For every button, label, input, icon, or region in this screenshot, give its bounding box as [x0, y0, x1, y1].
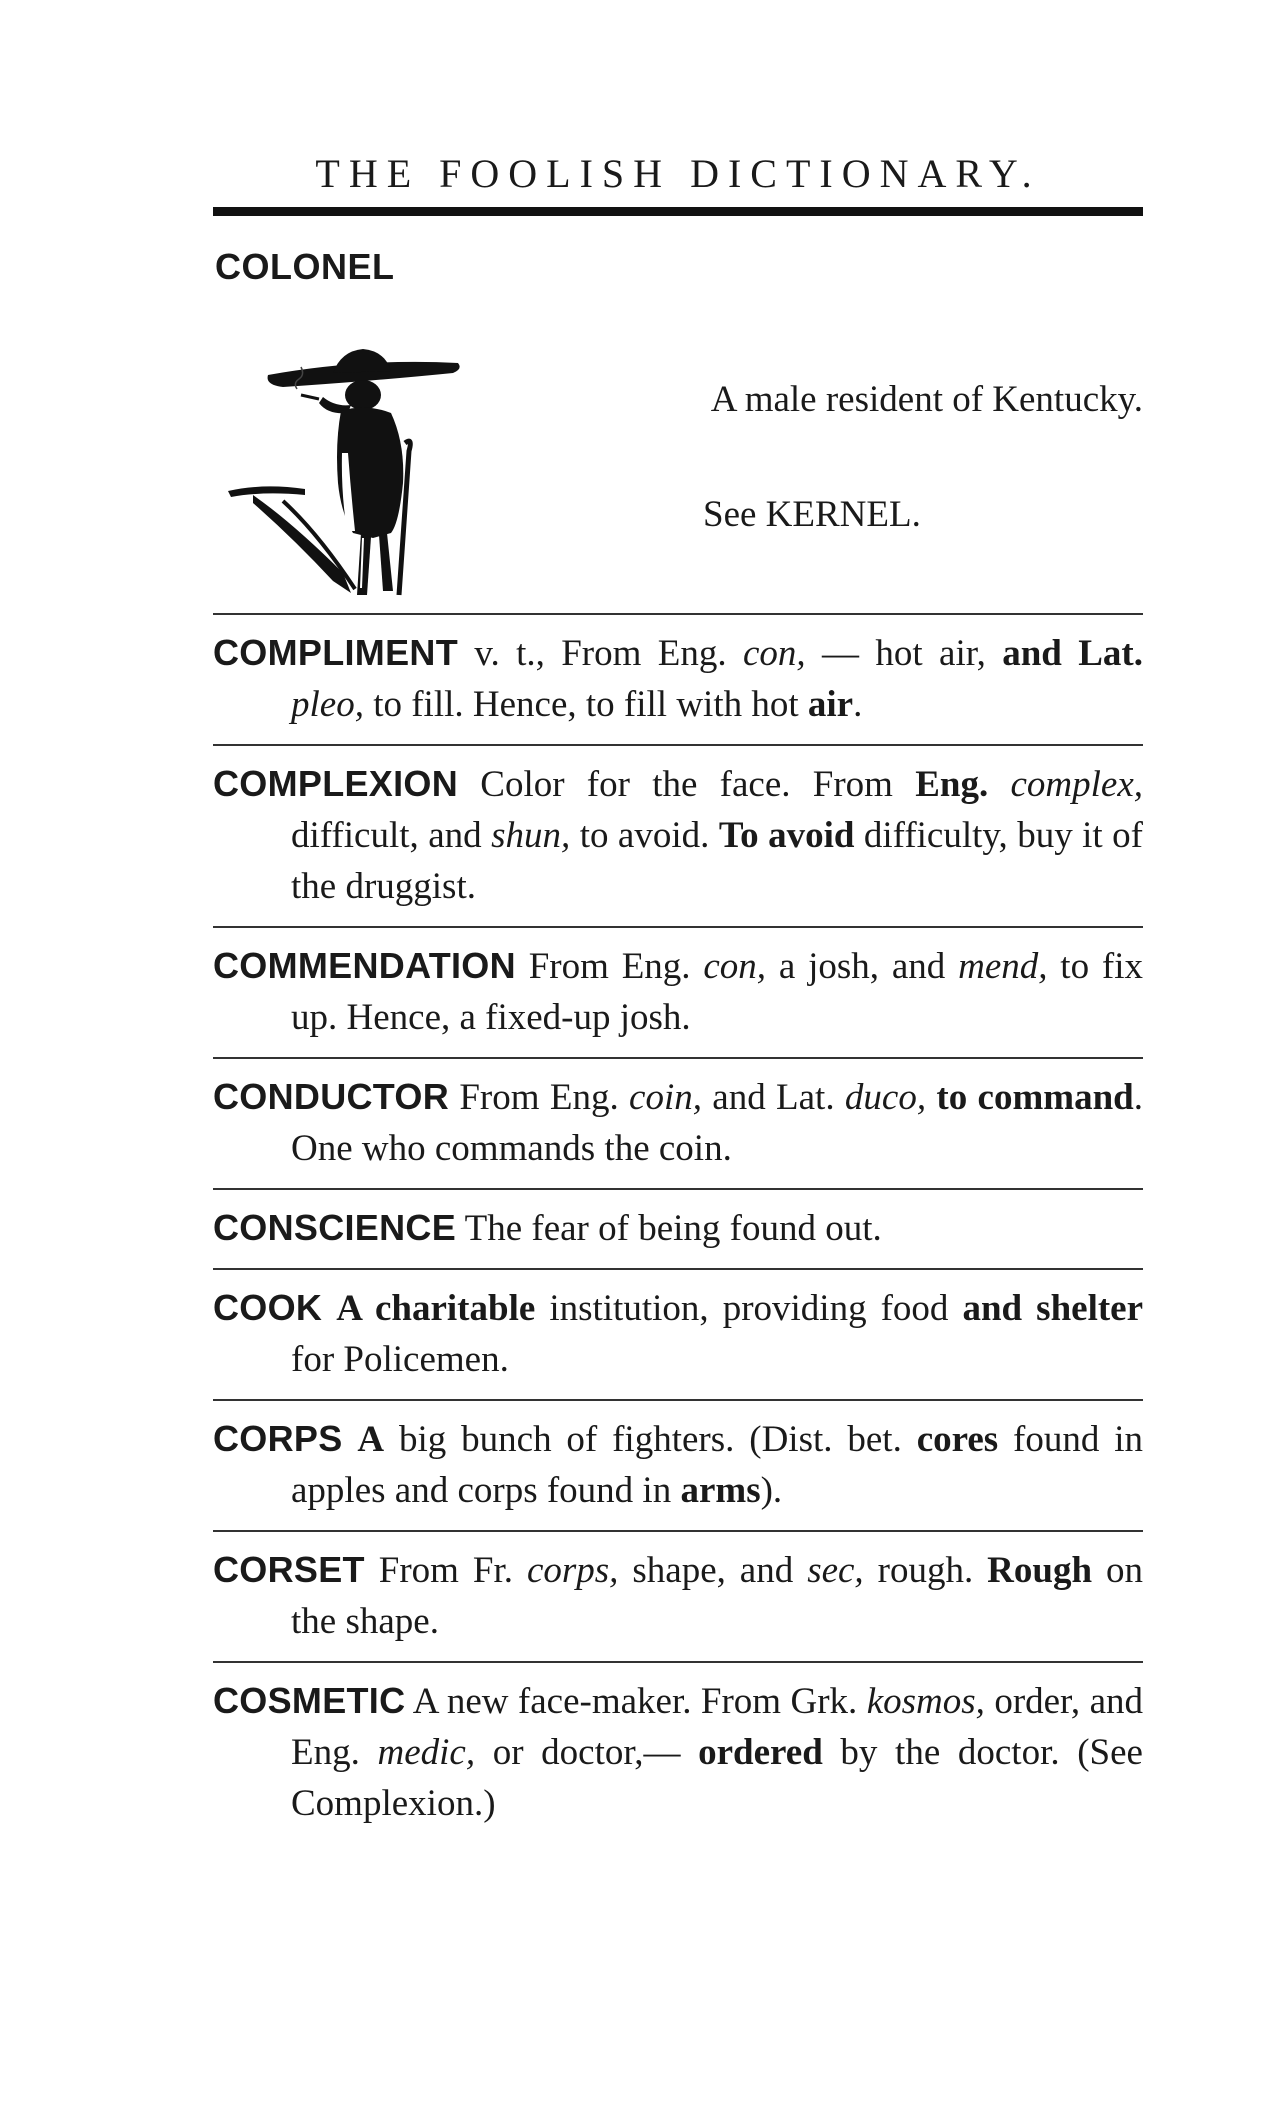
entry-text: Eng.: [915, 764, 989, 805]
entry-text: a josh, and: [766, 946, 959, 987]
entry-divider: [213, 1057, 1143, 1059]
entry-text: v. t., From Eng.: [457, 633, 743, 674]
dictionary-entry: [213, 758, 1143, 912]
dictionary-page: [213, 150, 1143, 1843]
entry-headword: COOK: [213, 1287, 323, 1328]
entry-text: [322, 1288, 336, 1329]
entry-text: kosmos,: [866, 1681, 985, 1722]
entry-text: A: [357, 1419, 385, 1460]
entry-text: found in apples and corps found in: [291, 1419, 1144, 1511]
entry-divider: [213, 1188, 1143, 1190]
entry-text: . One who commands the coin.: [291, 1077, 1143, 1169]
entry-text: ordered: [698, 1732, 823, 1773]
entry-text: ).: [760, 1470, 783, 1511]
entry-text: shape, and: [618, 1550, 808, 1591]
entry-text: to avoid.: [570, 815, 719, 856]
entry-text: corps,: [526, 1550, 619, 1591]
dictionary-entry: [213, 1071, 1143, 1174]
entry-text: and Lat.: [701, 1077, 845, 1118]
entry-text: [343, 1419, 358, 1460]
entry-text: rough.: [863, 1550, 988, 1591]
entry-divider: [213, 613, 1143, 615]
dictionary-entry: [213, 940, 1143, 1043]
entry-text: or doctor,—: [475, 1732, 699, 1773]
entry-divider: [213, 744, 1143, 746]
dictionary-entry: [213, 1282, 1143, 1385]
entry-text: A new face-maker. From Grk.: [405, 1681, 867, 1722]
dictionary-entry: [213, 1544, 1143, 1647]
entry-text: From Fr.: [364, 1550, 527, 1591]
entry-text: arms: [680, 1470, 761, 1511]
entry-headword: COMMENDATION: [213, 945, 516, 986]
entry-divider: [213, 1399, 1143, 1401]
entry-headword: CONSCIENCE: [213, 1207, 457, 1248]
entry-text: From Eng.: [515, 946, 704, 987]
entry-divider: [213, 1268, 1143, 1270]
entry-text: medic,: [377, 1732, 476, 1773]
entry-text: difficult, and: [291, 815, 492, 856]
dictionary-entry: [213, 1202, 1143, 1254]
entry-text: duco,: [844, 1077, 927, 1118]
dictionary-entry: [213, 1413, 1143, 1516]
entry-headword: CORSET: [213, 1549, 365, 1590]
entry-list: [213, 613, 1143, 1829]
entry-headword: CONDUCTOR: [213, 1076, 450, 1117]
entry-text: [926, 1077, 936, 1118]
entry-text: for Policemen.: [291, 1339, 509, 1380]
entry-text: to fix up. Hence, a fixed-up josh.: [291, 946, 1144, 1038]
colonel-headword: COLONEL: [215, 246, 395, 287]
entry-text: difficulty, buy it of the druggist.: [291, 815, 1143, 907]
entry-text: A charitable: [336, 1288, 536, 1329]
entry-headword: COMPLIMENT: [213, 632, 458, 673]
entry-text: coin,: [629, 1077, 702, 1118]
entry-text: con,: [703, 946, 767, 987]
entry-text: .: [853, 684, 863, 725]
entry-headword: COMPLEXION: [213, 763, 459, 804]
entry-text: air: [807, 684, 854, 725]
entry-text: con,: [742, 633, 806, 674]
dictionary-entry: [213, 627, 1143, 730]
entry-text: to command: [936, 1077, 1134, 1118]
entry-headword: COSMETIC: [213, 1680, 406, 1721]
entry-divider: [213, 1530, 1143, 1532]
entry-text: From Eng.: [449, 1077, 630, 1118]
entry-text: Color for the face. From: [458, 764, 916, 805]
entry-text: Rough: [987, 1550, 1093, 1591]
entry-text: pleo,: [291, 684, 364, 725]
entry-text: shun,: [491, 815, 571, 856]
header-rule: [213, 207, 1143, 216]
entry-text: institution, providing food: [535, 1288, 963, 1329]
entry-divider: [213, 1661, 1143, 1663]
entry-text: [988, 764, 1010, 805]
entry-text: and Lat.: [1002, 633, 1143, 674]
colonel-definition: A male resident of Kentucky.: [710, 379, 1143, 420]
entry-text: complex,: [1010, 764, 1143, 805]
entry-divider: [213, 926, 1143, 928]
entry-text: order, and Eng.: [291, 1681, 1143, 1773]
entry-text: — hot air,: [805, 633, 1003, 674]
running-head: THE FOOLISH DICTIONARY.: [315, 151, 1041, 196]
entry-text: sec,: [807, 1550, 864, 1591]
entry-text: to fill. Hence, to fill with hot: [363, 684, 808, 725]
entry-text: big bunch of fighters. (Dist. bet.: [384, 1419, 917, 1460]
entry-text: cores: [916, 1419, 999, 1460]
entry-text: on the shape.: [291, 1550, 1143, 1642]
entry-text: The fear of being found out.: [456, 1208, 882, 1249]
entry-text: by the doctor. (See Complexion.): [291, 1732, 1143, 1824]
entry-headword: CORPS: [213, 1418, 343, 1459]
colonel-see-also: See KERNEL.: [703, 494, 921, 535]
entry-text: To avoid: [718, 815, 855, 856]
entry-text: mend,: [958, 946, 1048, 987]
colonel-illustration: [223, 333, 543, 613]
colonel-entry: [213, 288, 1143, 613]
dictionary-entry: [213, 1675, 1143, 1829]
entry-text: and shelter: [962, 1288, 1144, 1329]
